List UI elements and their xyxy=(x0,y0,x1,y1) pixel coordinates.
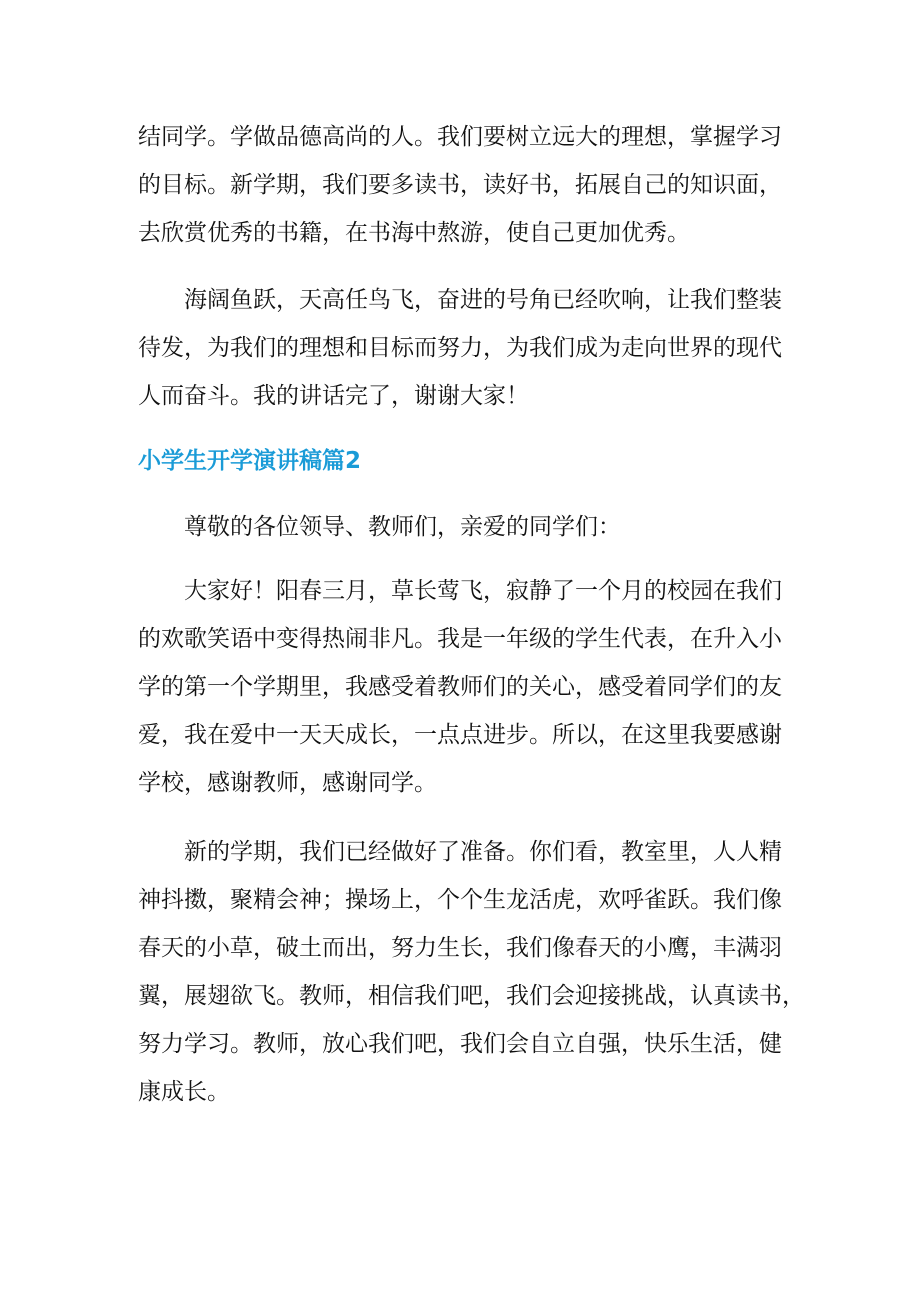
paragraph-line: 翼，展翅欲飞。教师，相信我们吧，我们会迎接挑战，认真读书， xyxy=(138,983,805,1009)
paragraph-line: 的欢歌笑语中变得热闹非凡。我是一年级的学生代表，在升入小 xyxy=(138,626,782,652)
paragraph-line: 学校，感谢教师，感谢同学。 xyxy=(138,770,437,796)
paragraph-line: 神抖擞，聚精会神；操场上，个个生龙活虎，欢呼雀跃。我们像 xyxy=(138,887,782,913)
paragraph-line: 的目标。新学期，我们要多读书，读好书，拓展自己的知识面， xyxy=(138,172,782,198)
paragraph-line: 结同学。学做品德高尚的人。我们要树立远大的理想，掌握学习 xyxy=(138,124,782,150)
section-heading: 小学生开学演讲稿篇2 xyxy=(138,448,362,474)
paragraph-line: 春天的小草，破土而出，努力生长，我们像春天的小鹰，丰满羽 xyxy=(138,935,782,961)
paragraph-line: 去欣赏优秀的书籍，在书海中熬游，使自己更加优秀。 xyxy=(138,220,690,246)
paragraph-line: 努力学习。教师，放心我们吧，我们会自立自强，快乐生活，健 xyxy=(138,1031,782,1057)
paragraph-line: 大家好！阳春三月，草长莺飞，寂静了一个月的校园在我们 xyxy=(184,578,782,604)
paragraph-line: 人而奋斗。我的讲话完了，谢谢大家！ xyxy=(138,383,529,409)
paragraph-line: 待发，为我们的理想和目标而努力，为我们成为走向世界的现代 xyxy=(138,335,782,361)
paragraph-line: 新的学期，我们已经做好了准备。你们看，教室里，人人精 xyxy=(184,839,782,865)
paragraph-line: 海阔鱼跃，天高任鸟飞，奋进的号角已经吹响，让我们整装 xyxy=(184,287,782,313)
paragraph-line: 学的第一个学期里，我感受着教师们的关心，感受着同学们的友 xyxy=(138,674,782,700)
paragraph-line: 康成长。 xyxy=(138,1079,230,1105)
paragraph-line: 爱，我在爱中一天天成长，一点点进步。所以，在这里我要感谢 xyxy=(138,722,782,748)
paragraph-line: 尊敬的各位领导、教师们，亲爱的同学们： xyxy=(184,514,621,540)
